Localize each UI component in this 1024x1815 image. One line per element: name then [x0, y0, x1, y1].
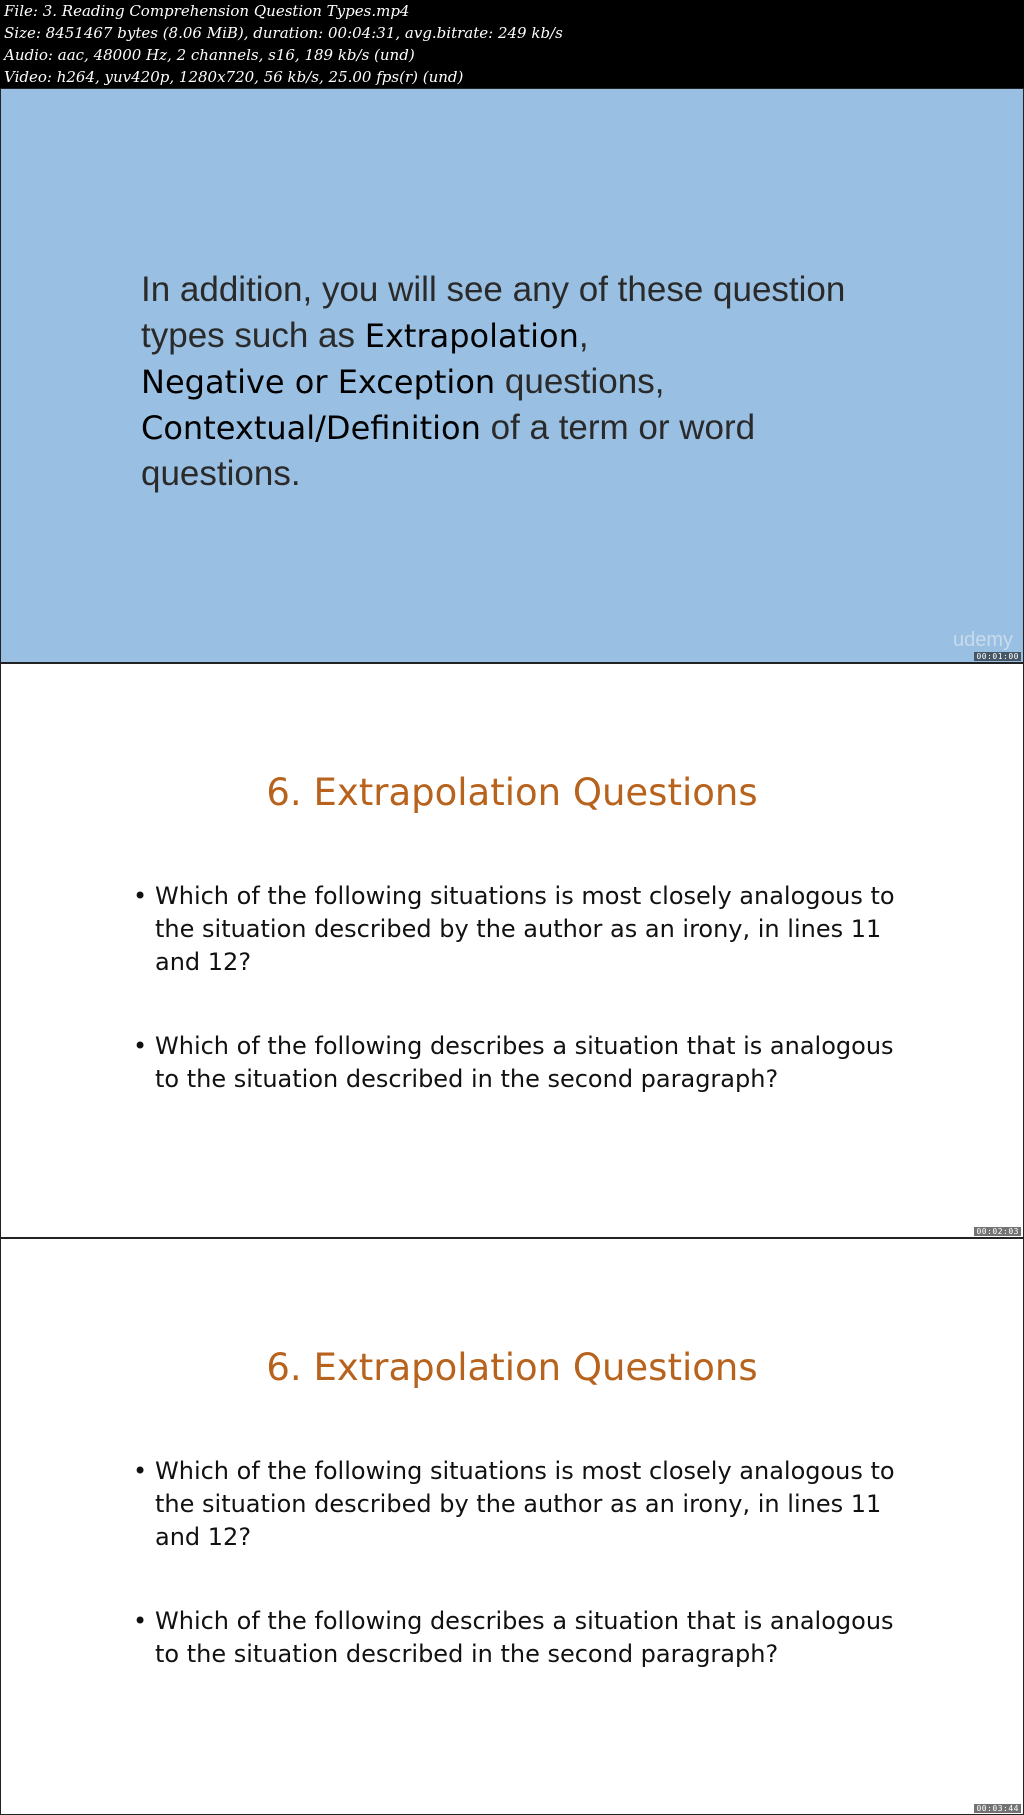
- list-item: [133, 1455, 913, 1554]
- intro-text-part: In addition, you will see any of these question types such as: [141, 270, 846, 355]
- udemy-watermark: udemy: [952, 629, 1013, 651]
- intro-paragraph: [141, 267, 901, 497]
- intro-text-part: of a term or word questions.: [141, 408, 756, 493]
- bullet-text: Which of the following situations is most closely analogous to the situation described by the author as an irony, in lines 11 and 12?: [155, 1457, 895, 1551]
- frame-timestamp: 00:01:00: [976, 652, 1019, 661]
- intro-bold-negative: Negative or Exception: [141, 363, 496, 401]
- bullet-text: Which of the following describes a situation that is analogous to the situation described in the second paragraph?: [155, 1032, 894, 1093]
- bullet-text: Which of the following situations is most closely analogous to the situation described by the author as an irony, in lines 11 and 12?: [155, 882, 895, 976]
- size-info-line: Size: 8451467 bytes (8.06 MiB), duration: 00:04:31, avg.bitrate: 249 kb/s: [4, 24, 563, 42]
- intro-bold-extrapolation: Extrapolation: [364, 317, 579, 355]
- intro-text-part: questions,: [495, 362, 665, 401]
- file-info-line: File: 3. Reading Comprehension Question Types.mp4: [4, 2, 410, 20]
- bullet-list: [133, 880, 913, 1147]
- bullet-list: [133, 1455, 913, 1722]
- bullet-icon: •: [133, 1457, 148, 1485]
- bullet-icon: •: [133, 882, 148, 910]
- frame-timestamp: 00:03:44: [976, 1804, 1019, 1813]
- list-item: [133, 1605, 913, 1671]
- audio-info-line: Audio: aac, 48000 Hz, 2 channels, s16, 189 kb/s (und): [4, 46, 415, 64]
- file-info-header: [0, 0, 1024, 88]
- intro-text-part: ,: [578, 316, 589, 355]
- slide-title: 6. Extrapolation Questions: [266, 1346, 758, 1389]
- frame-timestamp: 00:02:03: [976, 1227, 1019, 1236]
- intro-bold-contextual: Contextual/Definition: [141, 409, 481, 447]
- list-item: [133, 1030, 913, 1096]
- bullet-text: Which of the following describes a situation that is analogous to the situation described in the second paragraph?: [155, 1607, 894, 1668]
- bullet-icon: •: [133, 1032, 148, 1060]
- video-frame-slide-2: [0, 1238, 1024, 1815]
- list-item: [133, 880, 913, 979]
- bullet-icon: •: [133, 1607, 148, 1635]
- video-frame-slide-1: [0, 663, 1024, 1238]
- video-frame-intro: [0, 88, 1024, 663]
- video-info-line: Video: h264, yuv420p, 1280x720, 56 kb/s, 25.00 fps(r) (und): [4, 68, 464, 86]
- slide-title: 6. Extrapolation Questions: [266, 771, 758, 814]
